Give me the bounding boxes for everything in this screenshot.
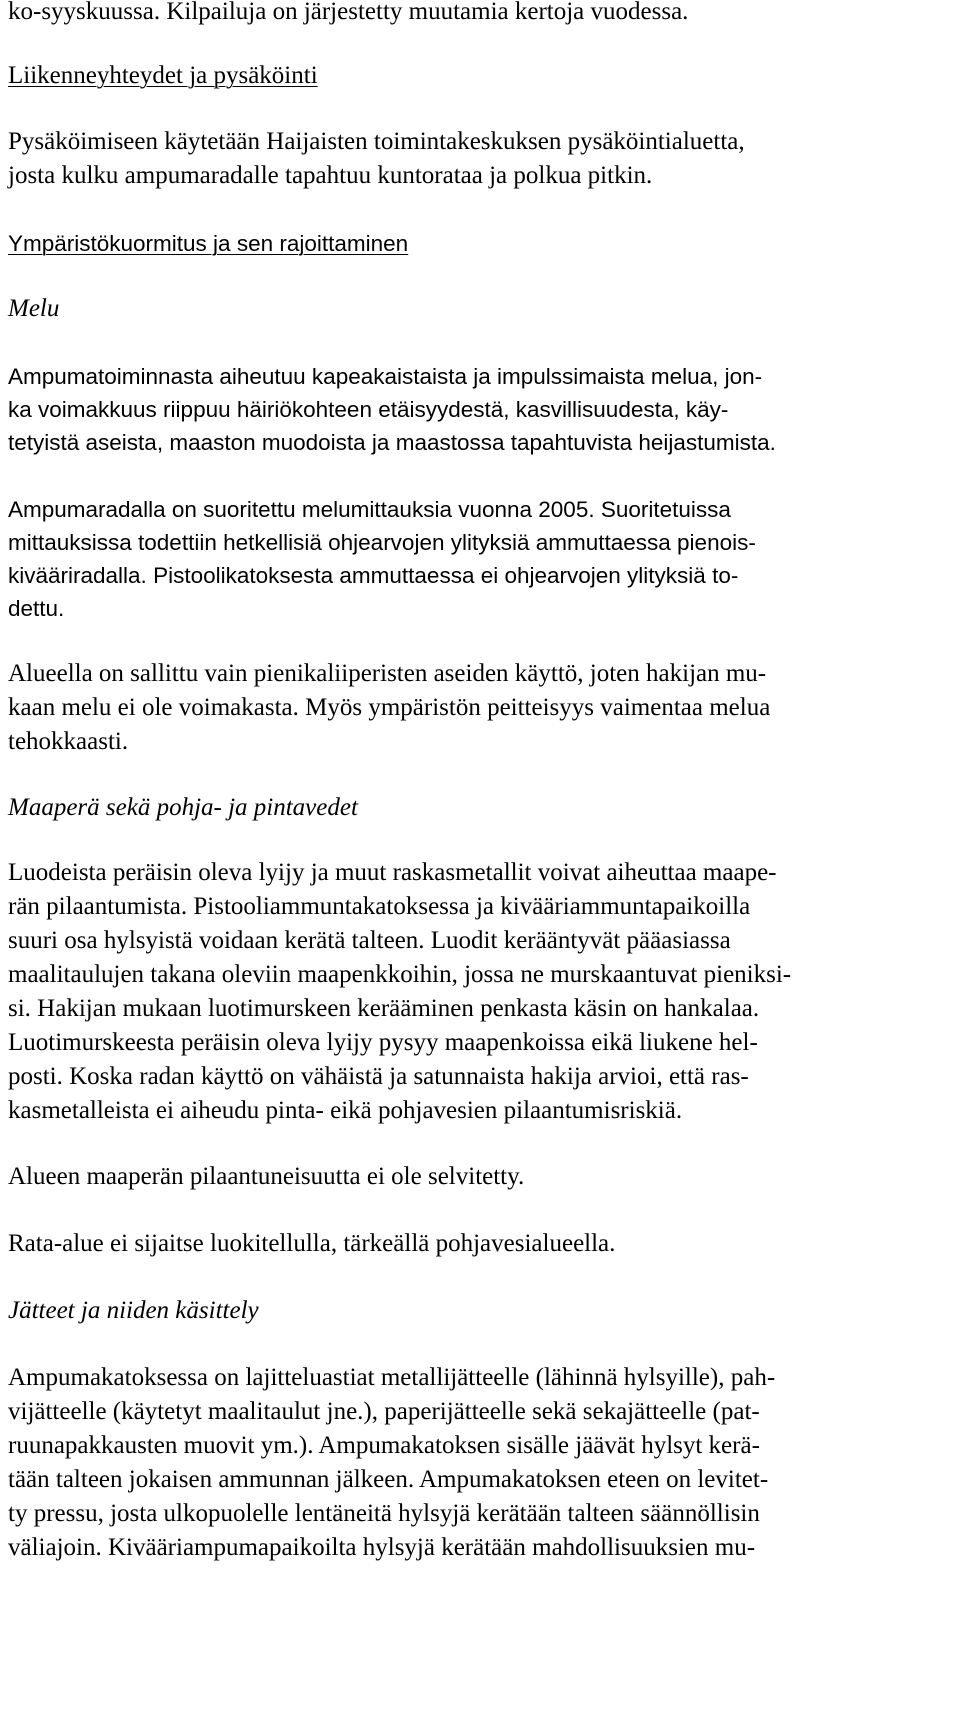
paragraph-line: Rata-alue ei sijaitse luokitellulla, tärkeällä pohjavesialueella. (8, 1230, 616, 1257)
paragraph-line: suuri osa hylsyistä voidaan kerätä talteen. Luodit kerääntyvät pääasiassa (8, 927, 731, 954)
paragraph-line: väliajoin. Kivääriampumapaikoilta hylsyjä kerätään mahdollisuuksien mu- (8, 1534, 756, 1561)
subsection-heading: Melu (8, 295, 60, 322)
paragraph-line: si. Hakijan mukaan luotimurskeen kerääminen penkasta käsin on hankalaa. (8, 995, 760, 1022)
paragraph-line: kasmetalleista ei aiheudu pinta- eikä pohjavesien pilaantumisriskiä. (8, 1097, 683, 1124)
paragraph-line: Alueen maaperän pilaantuneisuutta ei ole selvitetty. (8, 1163, 525, 1190)
paragraph-line: ruunapakkausten muovit ym.). Ampumakatoksen sisälle jäävät hylsyt kerä- (8, 1432, 760, 1459)
paragraph-line: dettu. (8, 596, 65, 621)
subsection-heading: Maaperä sekä pohja- ja pintavedet (8, 794, 358, 821)
subsection-heading: Jätteet ja niiden käsittely (8, 1297, 259, 1324)
paragraph-line: Ampumakatoksessa on lajitteluastiat metallijätteelle (lähinnä hylsyille), pah- (8, 1364, 776, 1391)
paragraph-line: Luodeista peräisin oleva lyijy ja muut raskasmetallit voivat aiheuttaa maape- (8, 859, 777, 886)
paragraph-line: Pysäköimiseen käytetään Haijaisten toimintakeskuksen pysäköintialuetta, (8, 128, 745, 155)
paragraph-line: tetyistä aseista, maaston muodoista ja maastossa tapahtuvista heijastumista. (8, 430, 776, 455)
paragraph-line: maalitaulujen takana oleviin maapenkkoihin, jossa ne murskaantuvat pieniksi- (8, 961, 792, 988)
paragraph-line: tään talteen jokaisen ammunnan jälkeen. Ampumakatoksen eteen on levitet- (8, 1466, 769, 1493)
paragraph-line: tehokkaasti. (8, 728, 129, 755)
paragraph-line: vijätteelle (käytetyt maalitaulut jne.), paperijätteelle sekä sekajätteelle (pat- (8, 1398, 760, 1425)
paragraph-line: ty pressu, josta ulkopuolelle lentäneitä hylsyjä kerätään talteen säännöllisin (8, 1500, 760, 1527)
section-heading: Liikenneyhteydet ja pysäköinti (8, 62, 318, 89)
paragraph-line: ko-syyskuussa. Kilpailuja on järjestetty muutamia kertoja vuodessa. (8, 0, 689, 25)
paragraph-line: mittauksissa todettiin hetkellisiä ohjearvojen ylityksiä ammuttaessa pienois- (8, 530, 756, 555)
paragraph-line: josta kulku ampumaradalle tapahtuu kuntorataa ja polkua pitkin. (8, 162, 653, 189)
section-heading: Ympäristökuormitus ja sen rajoittaminen (8, 231, 409, 256)
paragraph-line: Luotimurskeesta peräisin oleva lyijy pysyy maapenkoissa eikä liukene hel- (8, 1029, 758, 1056)
paragraph-line: Ampumatoiminnasta aiheutuu kapeakaistaista ja impulssimaista melua, jon- (8, 364, 763, 389)
paragraph-line: rän pilaantumista. Pistooliammuntakatoksessa ja kivääriammuntapaikoilla (8, 893, 751, 920)
paragraph-line: ka voimakkuus riippuu häiriökohteen etäisyydestä, kasvillisuudesta, käy- (8, 397, 729, 422)
paragraph-line: Alueella on sallittu vain pienikaliiperisten aseiden käyttö, joten hakijan mu- (8, 660, 767, 687)
paragraph-line: Ampumaradalla on suoritettu melumittauksia vuonna 2005. Suoritetuissa (8, 497, 731, 522)
paragraph-line: kaan melu ei ole voimakasta. Myös ympäristön peitteisyys vaimentaa melua (8, 694, 771, 721)
paragraph-line: kivääriradalla. Pistoolikatoksesta ammuttaessa ei ohjearvojen ylityksiä to- (8, 563, 739, 588)
paragraph-line: posti. Koska radan käyttö on vähäistä ja satunnaista hakija arvioi, että ras- (8, 1063, 749, 1090)
